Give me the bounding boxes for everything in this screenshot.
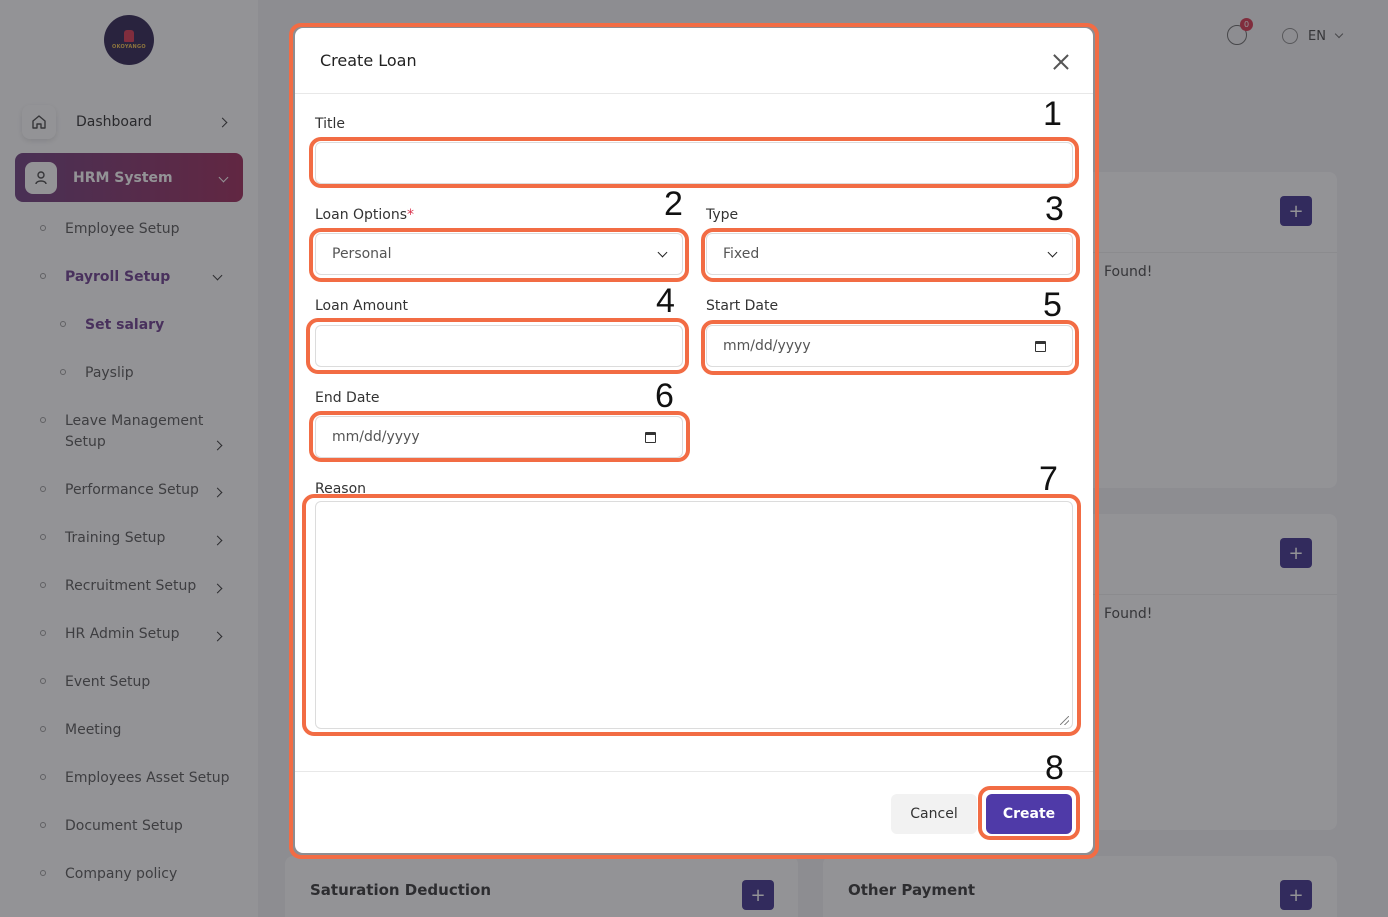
close-icon[interactable]	[1049, 50, 1073, 74]
loan-amount-label: Loan Amount	[315, 298, 409, 314]
calendar-icon[interactable]	[645, 432, 656, 443]
annotation-number: 2	[664, 185, 683, 223]
reason-label: Reason	[315, 481, 367, 497]
end-date-input[interactable]: mm/dd/yyyy	[315, 416, 683, 458]
annotation-number: 3	[1045, 190, 1064, 228]
create-button[interactable]: Create	[986, 794, 1072, 834]
type-select[interactable]: Fixed	[706, 233, 1073, 275]
required-mark: *	[407, 207, 415, 223]
annotation-number: 5	[1043, 286, 1062, 324]
annotation-number: 8	[1045, 749, 1064, 787]
start-date-label: Start Date	[706, 298, 779, 314]
calendar-icon[interactable]	[1035, 341, 1046, 352]
annotation-number: 7	[1039, 460, 1058, 498]
annotation-number: 6	[655, 377, 674, 415]
modal-footer	[295, 771, 1093, 853]
annotation-number: 1	[1043, 95, 1062, 133]
loan-amount-input[interactable]	[315, 325, 683, 367]
end-date-label: End Date	[315, 390, 380, 406]
title-label: Title	[315, 116, 346, 132]
loan-options-select[interactable]: Personal	[315, 233, 683, 275]
reason-textarea[interactable]	[315, 501, 1073, 729]
title-input[interactable]	[315, 142, 1073, 184]
annotation-number: 4	[656, 282, 675, 320]
start-date-input[interactable]: mm/dd/yyyy	[706, 325, 1073, 367]
modal-title: Create Loan	[320, 51, 417, 70]
resize-handle-icon[interactable]	[1060, 716, 1069, 725]
loan-options-label: Loan Options*	[315, 207, 415, 223]
modal-header	[295, 28, 1093, 94]
chevron-down-icon	[1048, 247, 1058, 257]
chevron-down-icon	[658, 247, 668, 257]
type-label: Type	[706, 207, 739, 223]
cancel-button[interactable]: Cancel	[891, 794, 977, 834]
create-loan-modal	[295, 28, 1093, 853]
